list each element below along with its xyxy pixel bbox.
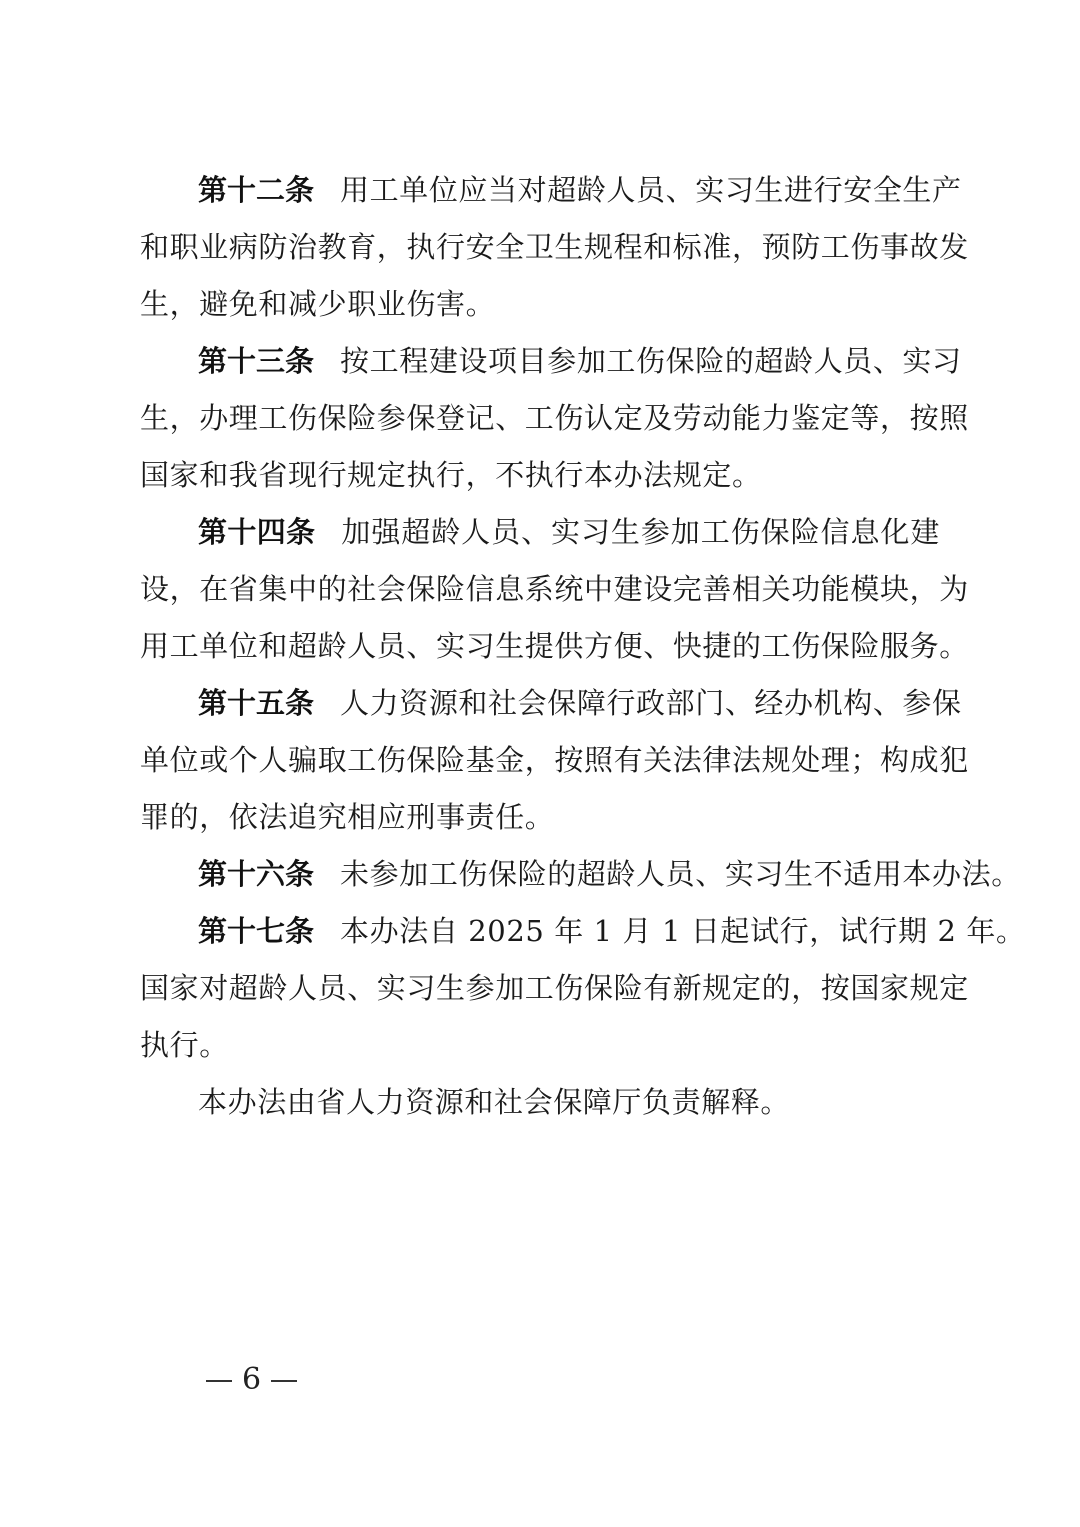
dash-left xyxy=(206,1380,232,1382)
page-number xyxy=(196,1360,307,1400)
dash-right xyxy=(271,1380,297,1382)
article-14-line-2: 设，在省集中的社会保险信息系统中建设完善相关功能模块，为 xyxy=(140,572,969,606)
article-15-line-2: 单位或个人骗取工伤保险基金，按照有关法律法规处理；构成犯 xyxy=(140,743,969,777)
article-text: 按工程建设项目参加工伤保险的超龄人员、实习 xyxy=(340,344,962,378)
article-number: 第十二条 xyxy=(198,173,315,207)
page-number-value: 6 xyxy=(242,1362,262,1397)
article-number: 第十六条 xyxy=(198,857,315,891)
article-number: 第十五条 xyxy=(198,686,315,720)
article-number: 第十七条 xyxy=(198,914,315,948)
article-number: 第十三条 xyxy=(198,344,315,378)
article-number: 第十四条 xyxy=(198,515,316,549)
article-text: 人力资源和社会保障行政部门、经办机构、参保 xyxy=(340,686,962,720)
article-12-line-3: 生，避免和减少职业伤害。 xyxy=(140,287,496,321)
article-12-line-2: 和职业病防治教育，执行安全卫生规程和标准，预防工伤事故发 xyxy=(140,230,969,264)
closing-statement: 本办法由省人力资源和社会保障厅负责解释。 xyxy=(198,1085,791,1119)
article-13-line-1 xyxy=(198,341,962,381)
article-text: 未参加工伤保险的超龄人员、实习生不适用本办法。 xyxy=(340,857,1021,891)
article-text: 用工单位应当对超龄人员、实习生进行安全生产 xyxy=(340,173,962,207)
article-text: 加强超龄人员、实习生参加工伤保险信息化建 xyxy=(341,515,940,549)
article-16-line-1 xyxy=(198,854,1021,894)
article-14-line-3: 用工单位和超龄人员、实习生提供方便、快捷的工伤保险服务。 xyxy=(140,629,969,663)
article-12-line-1 xyxy=(198,170,962,210)
article-15-line-1 xyxy=(198,683,962,723)
article-13-line-2: 生，办理工伤保险参保登记、工伤认定及劳动能力鉴定等，按照 xyxy=(140,401,969,435)
article-17-line-1 xyxy=(198,911,1026,951)
article-text: 本办法自 2025 年 1 月 1 日起试行，试行期 2 年。 xyxy=(340,914,1026,948)
article-13-line-3: 国家和我省现行规定执行，不执行本办法规定。 xyxy=(140,458,762,492)
article-14-line-1 xyxy=(198,512,940,552)
article-17-line-3: 执行。 xyxy=(140,1028,229,1062)
article-15-line-3: 罪的，依法追究相应刑事责任。 xyxy=(140,800,555,834)
article-17-line-2: 国家对超龄人员、实习生参加工伤保险有新规定的，按国家规定 xyxy=(140,971,969,1005)
